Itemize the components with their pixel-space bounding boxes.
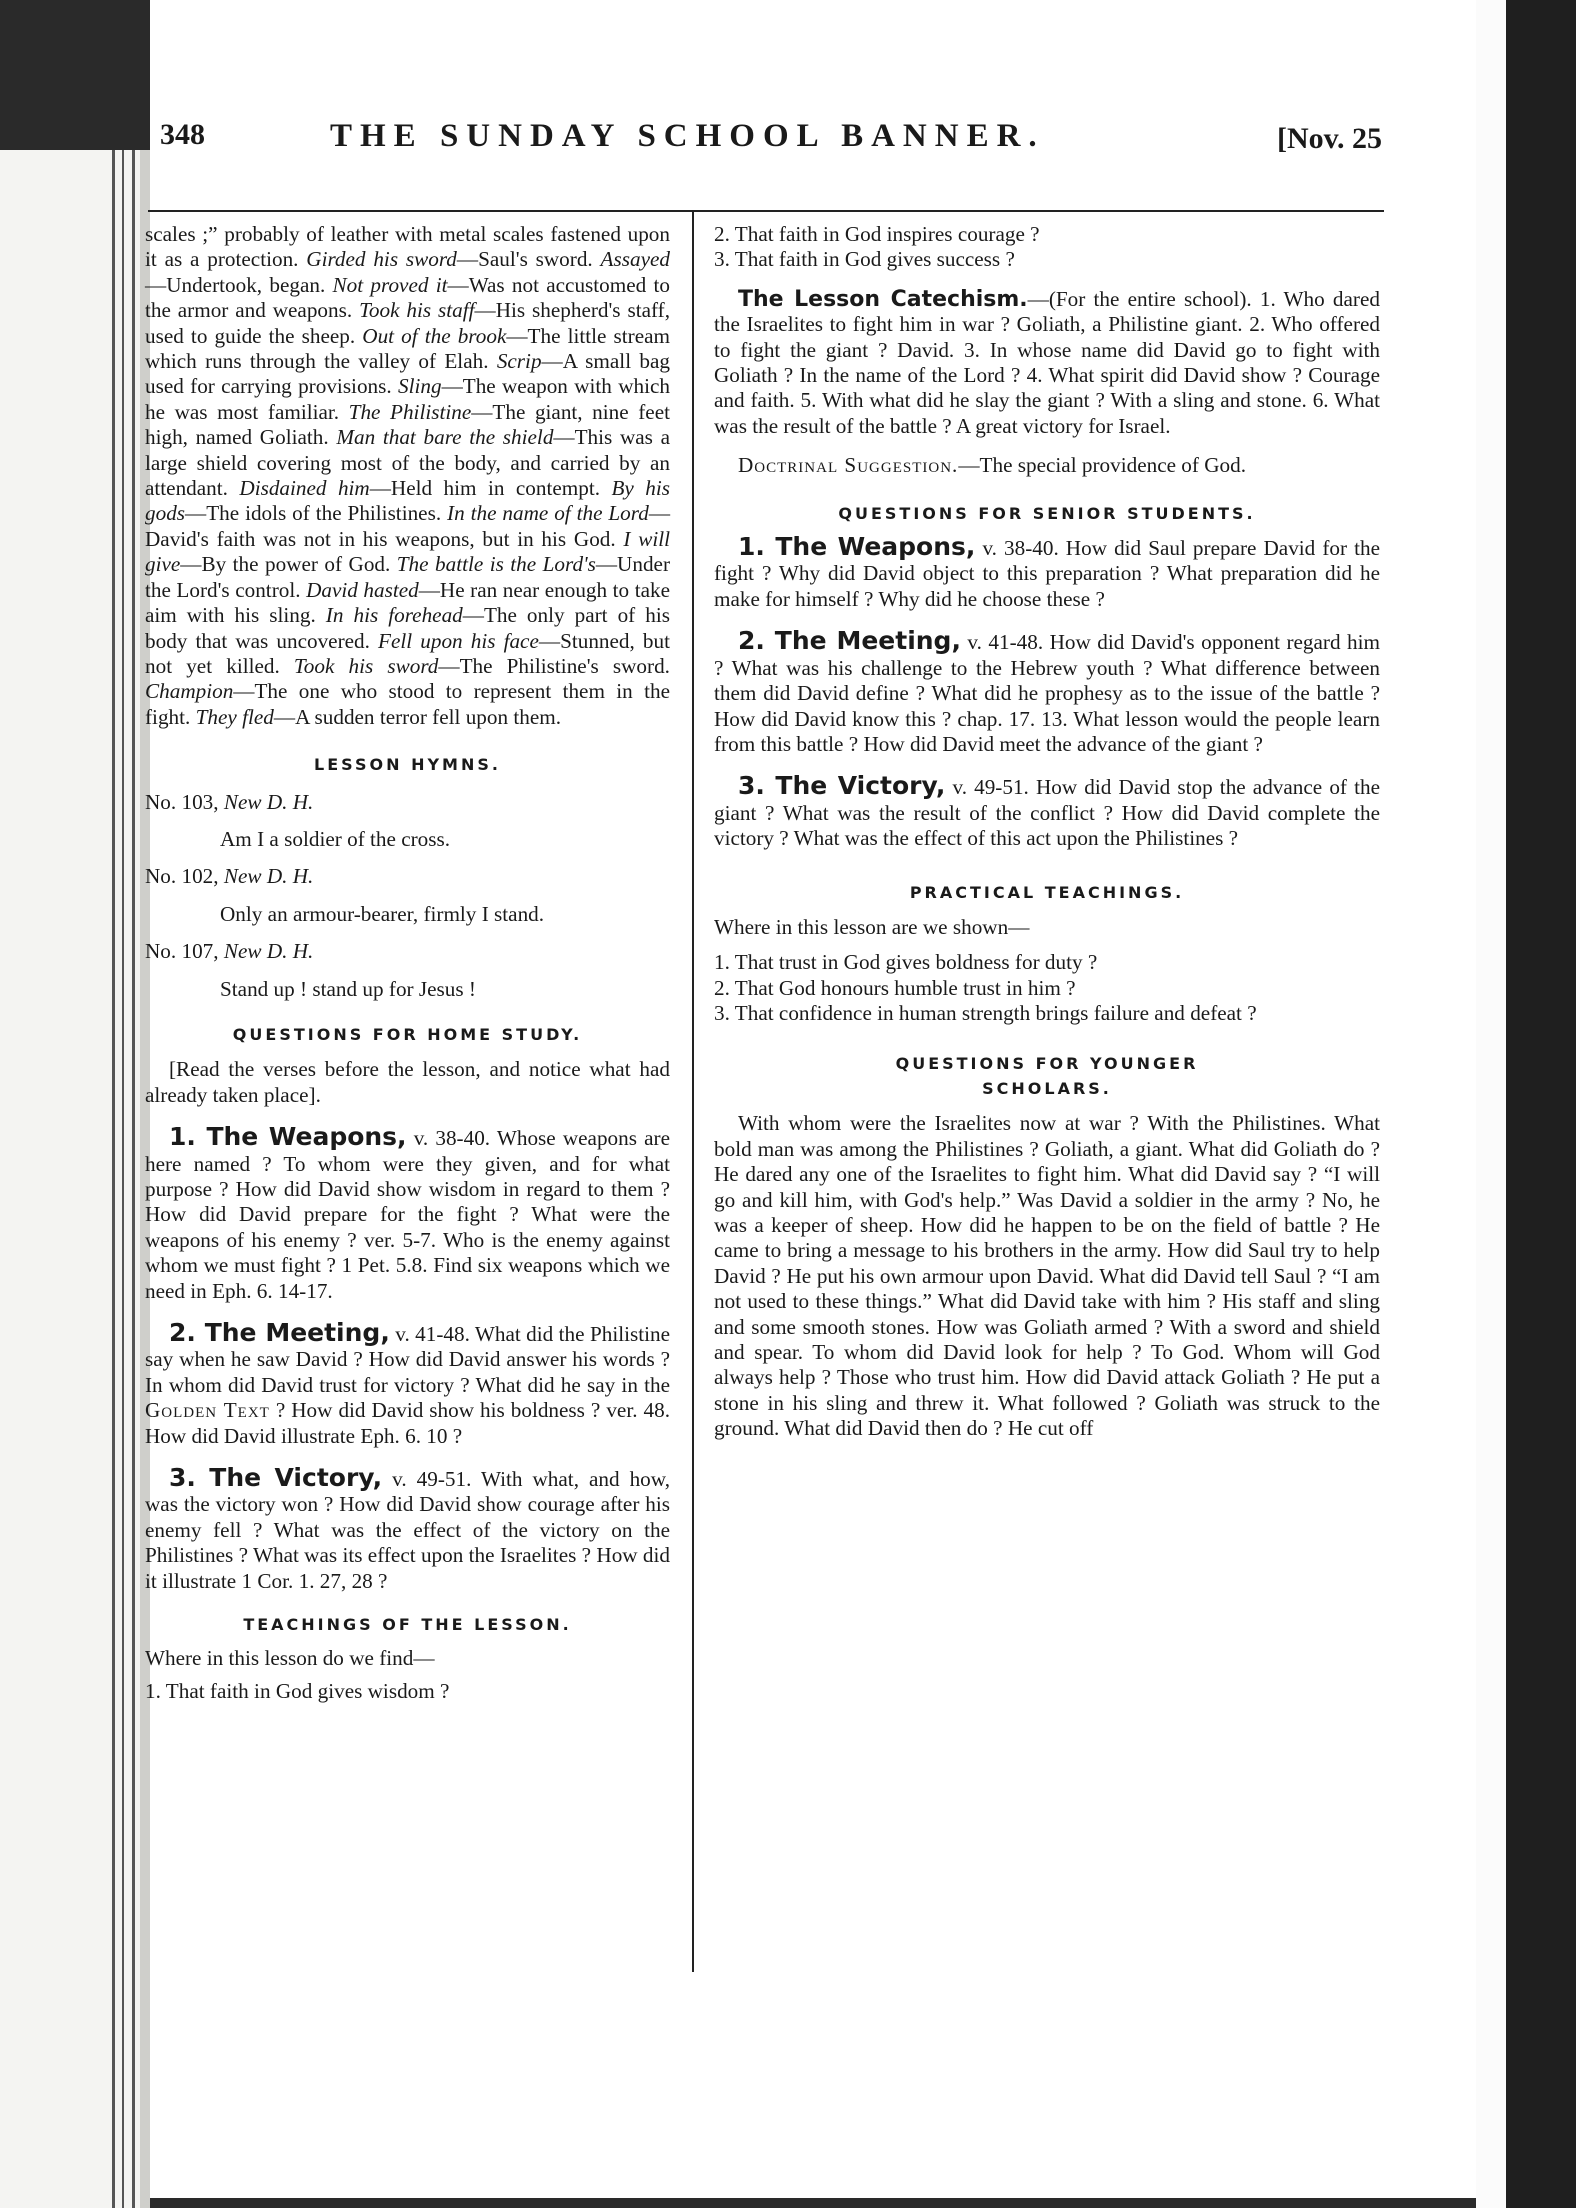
note-term: Took his sword xyxy=(293,653,439,678)
home-study-heading: QUESTIONS FOR HOME STUDY. xyxy=(232,1024,583,1044)
note-text: —The giant, nine feet high, named Goliath. xyxy=(145,399,670,450)
note-term: Out of the brook xyxy=(362,323,507,348)
hymn-book: New D. H. xyxy=(223,789,314,814)
hymn-title: Stand up ! stand up for Jesus ! xyxy=(220,976,476,1001)
senior-item-text: v. 41-48. How did David's opponent regard him ? What was his challenge to the Hebrew youth ? What difference between them did David define ? What did he prophesy as to the issue of the battle ? How did David know this ? chap. 17. 13. What lesson would the people learn from this battle ? How did David meet the advance of the giant ? xyxy=(714,630,1380,756)
golden-text-label: Golden Text xyxy=(145,1398,270,1423)
teachings-intro: Where in this lesson do we find— xyxy=(145,1645,435,1670)
younger-text: With whom were the Israelites now at war ? With the Philistines. What bold man was among the Philistines ? Goliath, a giant. What did Goliath do ? He dared any one of the Israelites to fight him. What did David say ? “I will go and kill him, with God's help.” Was David a soldier in the army ? No, he was a keeper of sheep. How did he happen to be on the field of battle ? He came to bring a message to his brothers in the army. How did Saul try to help David ? He put his own armour upon David. What did David tell Saul ? “I am not used to these things.” What did David take with him ? His staff and sling and some smooth stones. How was Goliath armed ? With a sword and shield and spear. To whom did David look for help ? To God. Whom will God always help ? Those who trust him. How did David attack Goliath ? He put a stone in his sling and threw it. What followed ? Goliath was struck to the ground. What did David then do ? He cut off xyxy=(714,1111,1380,1441)
home-item-text: v. 41-48. What did the Philistine say when he saw David ? How did David answer his words ? In whom did David trust for victory ? What did he say in the xyxy=(145,1322,670,1397)
scan-corner xyxy=(0,0,150,150)
scan-bottom-edge xyxy=(150,2198,1476,2208)
hymns-list xyxy=(145,790,670,1002)
page-edge-line xyxy=(122,0,124,2208)
home-item-label: 3. The Victory, xyxy=(169,1463,383,1493)
senior-item xyxy=(714,628,1380,757)
note-term: They fled xyxy=(195,704,274,729)
teaching-item: 1. That faith in God gives wisdom ? xyxy=(145,1678,450,1703)
teaching-item: 3. That faith in God gives success ? xyxy=(714,247,1015,272)
left-column xyxy=(145,222,670,1704)
page-edge-line xyxy=(132,0,135,2208)
hymn-book: New D. H. xyxy=(223,864,314,889)
home-item-label: 1. The Weapons, xyxy=(169,1122,407,1152)
note-term: In the name of the Lord xyxy=(447,501,649,526)
note-term: Disdained him xyxy=(239,476,370,501)
home-item xyxy=(145,1465,670,1594)
note-text: —His shepherd's staff, used to guide the sheep. xyxy=(145,298,671,348)
note-term: Girded his sword xyxy=(306,247,457,272)
senior-item-label: 1. The Weapons, xyxy=(738,532,976,562)
doctrinal-label: Doctrinal Suggestion. xyxy=(738,453,959,478)
note-term: Assayed xyxy=(600,247,670,272)
home-item-text: v. 49-51. With what, and how, was the victory won ? How did David show courage after his enemy fell ? What was the effect of the victory on the Philistines ? What was its effect upon the Israelites ? How did it illustrate 1 Cor. 1. 27, 28 ? xyxy=(145,1467,670,1593)
note-term: Not proved it xyxy=(332,272,448,297)
right-column xyxy=(714,222,1380,1442)
senior-item-label: 3. The Victory, xyxy=(738,771,946,801)
hymn-no-text: No. 103, xyxy=(145,789,224,814)
note-text: —He ran near enough to take aim with his sling. xyxy=(145,577,670,628)
senior-item-text: v. 38-40. How did Saul prepare David for the fight ? Why did David object to this preparation ? What preparation did he make for himself ? Why did he choose these ? xyxy=(714,536,1380,611)
hymn-title: Am I a soldier of the cross. xyxy=(220,826,451,851)
note-term: The battle is the Lord's xyxy=(396,552,596,577)
teaching-item: 2. That faith in God inspires courage ? xyxy=(714,222,1040,246)
practical-item: 2. That God honours humble trust in him ? xyxy=(714,975,1076,1000)
home-item-text: ? How did David show his boldness ? ver. 48. How did David illustrate Eph. 6. 10 ? xyxy=(145,1398,670,1448)
practical-item: 3. That confidence in human strength brings failure and defeat ? xyxy=(714,1001,1257,1026)
note-text: scales ;” probably of leather with metal scales fastened upon it as a protection. xyxy=(145,222,670,272)
catechism-label: The Lesson Catechism. xyxy=(738,286,1028,312)
note-text: —The weapon with which he was most familiar. xyxy=(145,374,670,424)
hymn-book: New D. H. xyxy=(223,939,314,964)
practical-list xyxy=(714,950,1380,1026)
note-text: —Saul's sword. xyxy=(456,247,601,272)
note-term: In his forehead xyxy=(325,603,463,628)
page-edge-line xyxy=(112,0,115,2208)
hymns-heading: LESSON HYMNS. xyxy=(314,755,501,775)
book-edge xyxy=(0,0,150,2208)
note-text: —Under the Lord's control. xyxy=(145,552,670,602)
note-term: Champion xyxy=(145,679,234,704)
catechism-text: —(For the entire school). 1. Who dared the Israelites to fight him in war ? Goliath, a Philistine giant. 2. Who offered to fight the giant ? David. 3. In whose name did David go to fight with Goliath ? In the name of the Lord ? 4. What spirit did David show ? Courage and faith. 5. With what did he slay the giant ? With a sling and stone. 6. What was the result of the battle ? A great victory for Israel. xyxy=(714,286,1380,438)
doctrinal-text: —The special providence of God. xyxy=(958,453,1247,478)
hymn-number xyxy=(145,790,670,815)
younger-heading: QUESTIONS FOR YOUNGER SCHOLARS. xyxy=(895,1053,1199,1098)
note-text: —A small bag used for carrying provisions. xyxy=(145,349,670,399)
header-rule xyxy=(148,210,1384,212)
note-term: David hasted xyxy=(306,577,419,602)
note-text: —Stunned, but not yet killed. xyxy=(145,628,670,678)
note-text: —David's faith was not in his weapons, but in his God. xyxy=(145,501,670,551)
note-text: —A sudden terror fell upon them. xyxy=(273,704,562,729)
note-term: I will give xyxy=(145,526,670,577)
home-study-note: [Read the verses before the lesson, and notice what had already taken place]. xyxy=(145,1057,670,1107)
hymn-number xyxy=(145,939,670,964)
note-term: Man that bare the shield xyxy=(336,425,554,450)
column-divider xyxy=(692,212,694,1972)
lesson-notes xyxy=(145,222,670,730)
note-term: Took his staff xyxy=(359,298,475,323)
note-text: —The little stream which runs through the valley of Elah. xyxy=(145,323,670,374)
home-item-text: v. 38-40. Whose weapons are here named ? To whom were they given, and for what purpose ? How did David show wisdom in regard to them ? How did David prepare for the fight ? What were the weapons of his enemy ? ver. 5-7. Who is the enemy against whom we must fight ? 1 Pet. 5.8. Find six weapons which we need in Eph. 6. 14-17. xyxy=(145,1126,670,1303)
note-text: —Held him in contempt. xyxy=(369,476,612,501)
hymn-number xyxy=(145,864,670,889)
note-text: —By the power of God. xyxy=(180,552,397,577)
gutter-gap xyxy=(1472,0,1506,2208)
note-term: By his gods xyxy=(145,476,670,526)
senior-item xyxy=(714,773,1380,851)
note-text: —The Philistine's sword. xyxy=(438,653,670,678)
catechism xyxy=(714,287,1380,439)
note-term: Sling xyxy=(398,374,442,399)
note-text: —The idols of the Philistines. xyxy=(185,501,448,526)
page-header xyxy=(160,118,1382,178)
note-text: —The only part of his body that was uncovered. xyxy=(145,603,670,653)
next-page-edge xyxy=(1506,0,1576,2208)
hymn-no-text: No. 107, xyxy=(145,939,224,964)
note-text: —This was a large shield covering most of the body, and carried by an attendant. xyxy=(145,425,670,501)
teachings-heading: TEACHINGS OF THE LESSON. xyxy=(243,1615,572,1635)
hymn-title: Only an armour-bearer, firmly I stand. xyxy=(220,901,545,926)
home-item xyxy=(145,1124,670,1304)
doctrinal-suggestion xyxy=(714,453,1380,478)
senior-item xyxy=(714,534,1380,612)
page-date: [Nov. 25 xyxy=(1277,122,1382,155)
practical-heading: PRACTICAL TEACHINGS. xyxy=(909,882,1185,902)
senior-item-text: v. 49-51. How did David stop the advance of the giant ? What was the result of the conflict ? How did David complete the victory ? What was the effect of this act upon the Philistines ? xyxy=(714,775,1380,851)
home-item-label: 2. The Meeting, xyxy=(169,1318,390,1348)
note-text: —Undertook, began. xyxy=(145,272,333,297)
note-term: Fell upon his face xyxy=(378,628,539,653)
senior-item-label: 2. The Meeting, xyxy=(738,626,961,656)
note-term: The Philistine xyxy=(348,399,472,424)
senior-heading: QUESTIONS FOR SENIOR STUDENTS. xyxy=(838,503,1256,523)
note-term: Scrip xyxy=(496,349,542,374)
note-text: —The one who stood to represent them in the fight. xyxy=(145,679,670,729)
page-title: THE SUNDAY SCHOOL BANNER. xyxy=(330,118,1045,154)
note-text: —Was not accustomed to the armor and weapons. xyxy=(145,272,670,323)
practical-intro: Where in this lesson are we shown— xyxy=(714,914,1030,939)
hymn-no-text: No. 102, xyxy=(145,864,224,889)
practical-item: 1. That trust in God gives boldness for duty ? xyxy=(714,950,1098,975)
home-item xyxy=(145,1320,670,1449)
page-number: 348 xyxy=(160,118,205,151)
